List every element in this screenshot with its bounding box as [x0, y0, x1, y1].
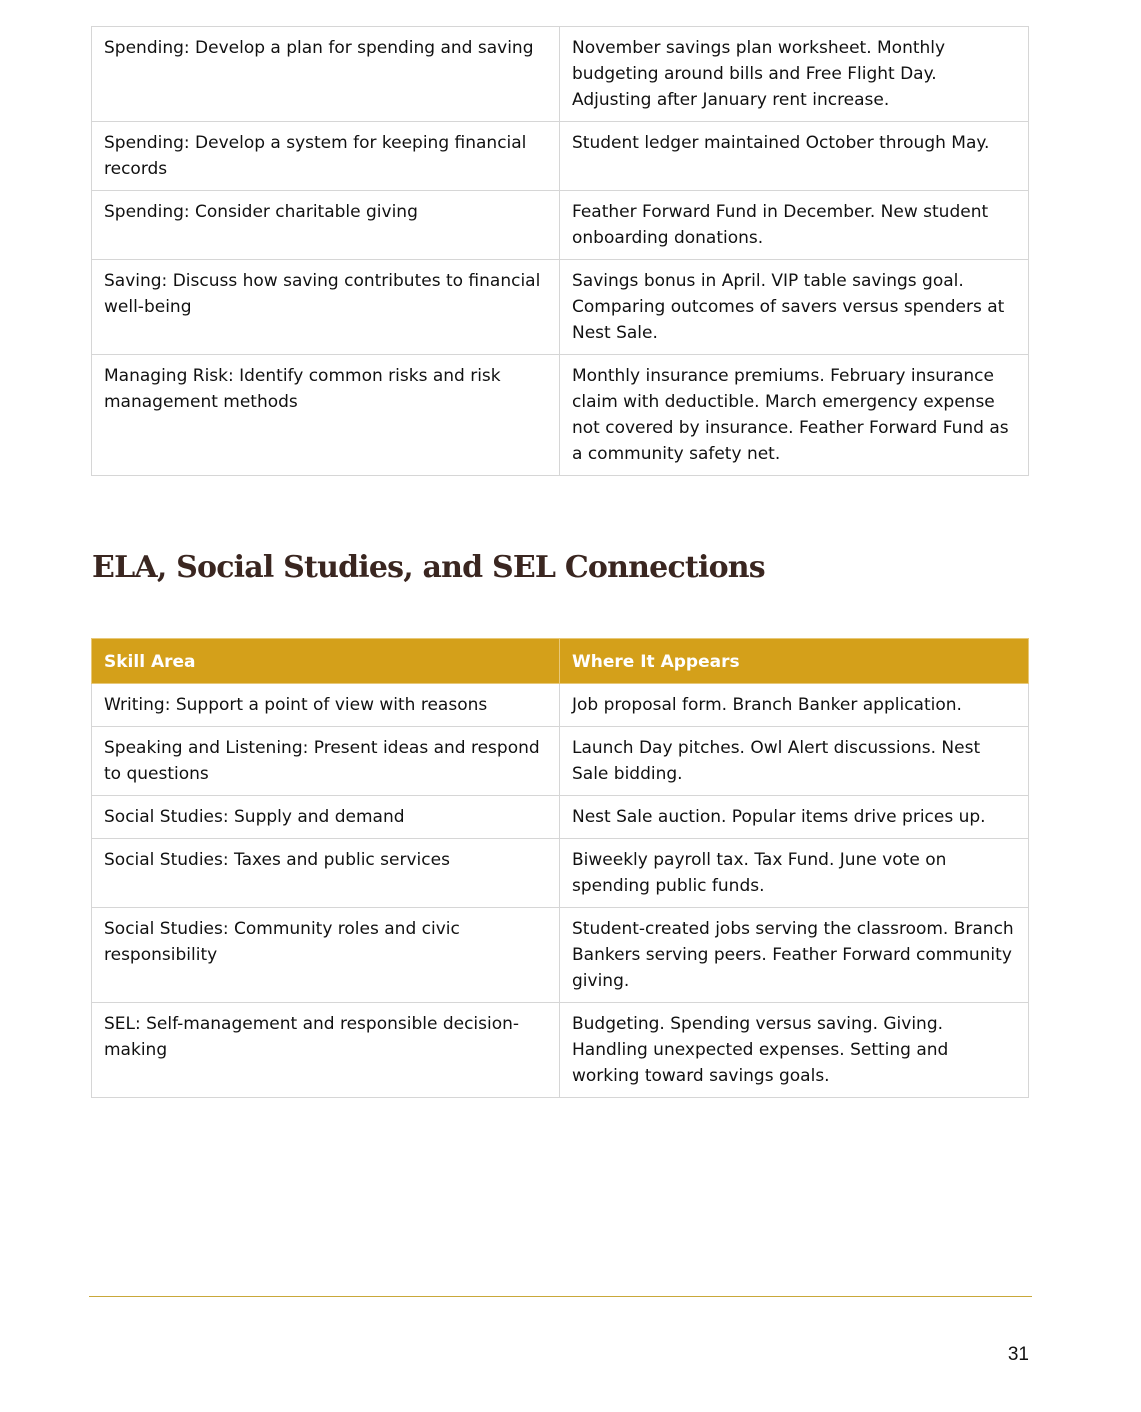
skill-cell: Speaking and Listening: Present ideas and respond to questions — [92, 727, 560, 796]
where-cell: Student-created jobs serving the classroom. Branch Bankers serving peers. Feather Forward community giving. — [560, 908, 1029, 1003]
where-cell: Budgeting. Spending versus saving. Giving. Handling unexpected expenses. Setting and working toward savings goals. — [560, 1003, 1029, 1098]
where-cell: Student ledger maintained October through May. — [560, 122, 1029, 191]
table-row — [92, 908, 1029, 1003]
table-row — [92, 122, 1029, 191]
table-row — [92, 839, 1029, 908]
column-header-where-it-appears: Where It Appears — [560, 639, 1029, 684]
where-cell: November savings plan worksheet. Monthly budgeting around bills and Free Flight Day. Adjusting after January rent increase. — [560, 27, 1029, 122]
skill-cell: Social Studies: Taxes and public services — [92, 839, 560, 908]
skill-cell: Spending: Develop a system for keeping financial records — [92, 122, 560, 191]
page-number: 31 — [1007, 1344, 1029, 1365]
column-header-skill-area: Skill Area — [92, 639, 560, 684]
ela-connections-table — [91, 638, 1029, 1098]
table-row — [92, 191, 1029, 260]
skill-cell: Writing: Support a point of view with reasons — [92, 684, 560, 727]
skill-cell: Spending: Develop a plan for spending and saving — [92, 27, 560, 122]
where-cell: Biweekly payroll tax. Tax Fund. June vote on spending public funds. — [560, 839, 1029, 908]
financial-standards-table — [91, 26, 1029, 476]
footer-divider — [89, 1296, 1032, 1297]
skill-cell: Social Studies: Community roles and civic responsibility — [92, 908, 560, 1003]
table-row — [92, 260, 1029, 355]
where-cell: Savings bonus in April. VIP table savings goal. Comparing outcomes of savers versus spenders at Nest Sale. — [560, 260, 1029, 355]
table-row — [92, 684, 1029, 727]
where-cell: Job proposal form. Branch Banker application. — [560, 684, 1029, 727]
where-cell: Launch Day pitches. Owl Alert discussions. Nest Sale bidding. — [560, 727, 1029, 796]
section-heading: ELA, Social Studies, and SEL Connections — [92, 550, 765, 585]
where-cell: Monthly insurance premiums. February insurance claim with deductible. March emergency expense not covered by insurance. Feather Forward Fund as a community safety net. — [560, 355, 1029, 476]
skill-cell: Spending: Consider charitable giving — [92, 191, 560, 260]
table-row — [92, 27, 1029, 122]
table-row — [92, 796, 1029, 839]
skill-cell: Social Studies: Supply and demand — [92, 796, 560, 839]
table-header-row — [92, 639, 1029, 684]
table-row — [92, 1003, 1029, 1098]
where-cell: Nest Sale auction. Popular items drive prices up. — [560, 796, 1029, 839]
skill-cell: Saving: Discuss how saving contributes to financial well-being — [92, 260, 560, 355]
table-row — [92, 355, 1029, 476]
skill-cell: Managing Risk: Identify common risks and risk management methods — [92, 355, 560, 476]
table-row — [92, 727, 1029, 796]
skill-cell: SEL: Self-management and responsible decision-making — [92, 1003, 560, 1098]
where-cell: Feather Forward Fund in December. New student onboarding donations. — [560, 191, 1029, 260]
